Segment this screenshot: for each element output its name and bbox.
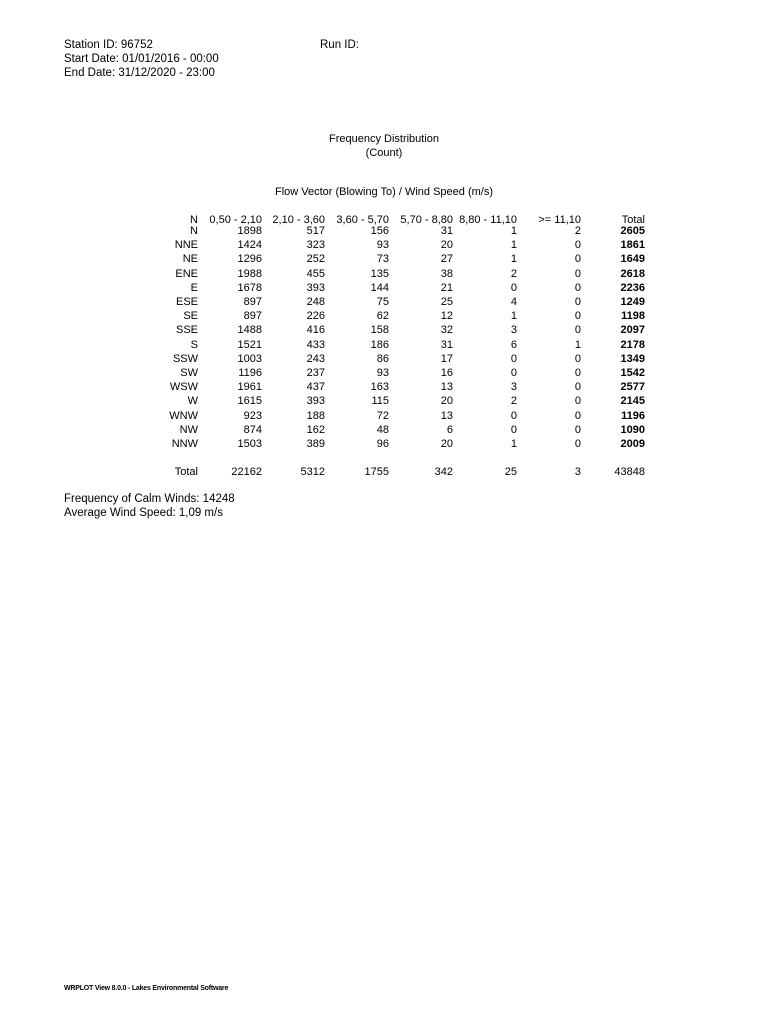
table-cell: 1	[574, 338, 581, 351]
row-direction: SSE	[175, 324, 198, 337]
table-cell: 1521	[237, 338, 262, 351]
table-cell: 48	[376, 423, 389, 436]
table-cell: 32	[440, 324, 453, 337]
table-cell: 31	[440, 338, 453, 351]
end-date: End Date: 31/12/2020 - 23:00	[64, 67, 215, 79]
table-cell: 25	[440, 296, 453, 308]
grand-total: 43848	[614, 466, 645, 478]
table-cell: 158	[370, 324, 389, 337]
table-cell: 162	[306, 423, 325, 436]
table-cell: 0	[510, 367, 517, 379]
row-total: 2577	[620, 381, 645, 394]
row-direction: WSW	[169, 381, 198, 394]
table-cell: 323	[306, 239, 325, 252]
station-id: Station ID: 96752	[64, 39, 153, 51]
table-cell: 96	[376, 438, 389, 450]
direction-header: N	[190, 214, 198, 226]
row-direction: SSW	[172, 352, 198, 365]
row-direction: SE	[183, 310, 198, 323]
table-cell: 0	[574, 409, 581, 422]
table-cell: 226	[306, 310, 325, 323]
table-cell: 0	[574, 381, 581, 394]
table-cell: 874	[243, 423, 262, 436]
table-cell: 455	[306, 267, 325, 280]
row-total: 1542	[620, 367, 645, 379]
table-cell: 0	[510, 409, 517, 422]
table-cell: 393	[306, 395, 325, 408]
column-total: 5312	[300, 466, 325, 478]
column-total: 22162	[231, 466, 262, 478]
table-cell: 897	[243, 296, 262, 308]
row-total: 2605	[620, 225, 645, 237]
table-cell: 1196	[238, 367, 262, 379]
column-total: 25	[504, 466, 517, 478]
table-cell: 20	[440, 239, 453, 252]
row-total: 1249	[620, 296, 645, 308]
table-cell: 13	[440, 409, 453, 422]
table-subtitle: Flow Vector (Blowing To) / Wind Speed (m/s)	[274, 186, 494, 198]
row-direction: WNW	[169, 409, 198, 422]
calm-winds: Frequency of Calm Winds: 14248	[64, 493, 235, 505]
row-total: 1090	[620, 423, 645, 436]
table-cell: 1488	[237, 324, 262, 337]
table-cell: 248	[306, 296, 325, 308]
table-cell: 6	[446, 423, 453, 436]
row-direction: NW	[179, 423, 198, 436]
column-total: 342	[434, 466, 453, 478]
row-total: 2236	[620, 281, 645, 294]
table-cell: 1961	[237, 381, 262, 394]
row-direction: NE	[182, 253, 198, 266]
row-direction: NNE	[174, 239, 198, 252]
row-direction: SW	[180, 367, 198, 379]
table-cell: 13	[440, 381, 453, 394]
table-cell: 93	[376, 239, 389, 252]
table-cell: 1424	[237, 239, 262, 252]
table-cell: 17	[440, 352, 453, 365]
table-cell: 144	[370, 281, 389, 294]
table-cell: 73	[376, 253, 389, 266]
table-cell: 1003	[237, 352, 262, 365]
run-id: Run ID:	[320, 39, 359, 51]
row-total: 1196	[621, 409, 645, 422]
column-header: >= 11,10	[538, 214, 581, 226]
table-cell: 75	[376, 296, 389, 308]
row-direction: S	[190, 338, 198, 351]
table-cell: 897	[243, 310, 262, 323]
table-cell: 72	[376, 409, 389, 422]
table-cell: 0	[574, 367, 581, 379]
table-cell: 0	[574, 423, 581, 436]
column-header: 2,10 - 3,60	[272, 214, 325, 226]
table-cell: 437	[306, 381, 325, 394]
table-cell: 16	[440, 367, 453, 379]
table-cell: 115	[371, 395, 389, 408]
row-total: 1861	[620, 239, 645, 252]
table-cell: 0	[574, 281, 581, 294]
row-total: 2097	[620, 324, 645, 337]
column-header: Total	[621, 214, 645, 226]
table-cell: 86	[376, 352, 389, 365]
table-cell: 31	[440, 225, 453, 237]
row-total: 2145	[620, 395, 645, 408]
row-direction: N	[190, 225, 198, 237]
column-header: 0,50 - 2,10	[209, 214, 262, 226]
table-cell: 0	[574, 324, 581, 337]
table-cell: 0	[574, 253, 581, 266]
table-cell: 393	[306, 281, 325, 294]
table-cell: 2	[510, 395, 517, 408]
column-header: 5,70 - 8,80	[400, 214, 453, 226]
table-cell: 1	[510, 239, 517, 252]
row-direction: W	[187, 395, 198, 408]
table-cell: 62	[376, 310, 389, 323]
table-cell: 0	[574, 267, 581, 280]
table-cell: 0	[574, 395, 581, 408]
table-cell: 1615	[237, 395, 262, 408]
table-cell: 389	[306, 438, 325, 450]
table-cell: 1898	[237, 225, 262, 237]
table-cell: 517	[306, 225, 325, 237]
table-cell: 2	[574, 225, 581, 237]
table-cell: 0	[510, 352, 517, 365]
table-cell: 0	[574, 296, 581, 308]
table-cell: 0	[510, 423, 517, 436]
column-total: 1755	[364, 466, 389, 478]
row-total: 2178	[620, 338, 645, 351]
table-cell: 1	[510, 225, 517, 237]
table-cell: 38	[440, 267, 453, 280]
row-total: 2009	[620, 438, 645, 450]
totals-label: Total	[174, 466, 198, 478]
report-unit: (Count)	[365, 147, 403, 159]
table-cell: 237	[306, 367, 325, 379]
row-direction: ENE	[175, 267, 198, 280]
table-cell: 4	[510, 296, 517, 308]
row-total: 1649	[620, 253, 645, 266]
table-cell: 93	[376, 367, 389, 379]
row-direction: NNW	[171, 438, 198, 450]
table-cell: 1503	[237, 438, 262, 450]
row-total: 2618	[620, 267, 645, 280]
row-total: 1198	[621, 310, 645, 323]
software-footer: WRPLOT View 8.0.0 - Lakes Environmental Software	[64, 985, 229, 992]
table-cell: 1	[510, 310, 517, 323]
table-cell: 923	[243, 409, 262, 422]
average-wind-speed: Average Wind Speed: 1,09 m/s	[64, 507, 223, 519]
table-cell: 20	[440, 438, 453, 450]
table-cell: 3	[510, 381, 517, 394]
table-cell: 0	[574, 310, 581, 323]
table-cell: 6	[510, 338, 517, 351]
table-cell: 0	[574, 239, 581, 252]
table-cell: 163	[370, 381, 389, 394]
table-cell: 188	[306, 409, 325, 422]
row-total: 1349	[620, 352, 645, 365]
table-cell: 1296	[237, 253, 262, 266]
table-cell: 2	[510, 267, 517, 280]
table-cell: 12	[440, 310, 453, 323]
column-header: 8,80 - 11,10	[459, 214, 517, 226]
table-cell: 27	[440, 253, 453, 266]
table-cell: 3	[510, 324, 517, 337]
table-cell: 0	[574, 352, 581, 365]
report-title: Frequency Distribution	[328, 133, 440, 145]
table-cell: 0	[510, 281, 517, 294]
table-cell: 252	[306, 253, 325, 266]
table-cell: 0	[574, 438, 581, 450]
table-cell: 1	[510, 253, 517, 266]
table-cell: 135	[370, 267, 389, 280]
table-cell: 1678	[237, 281, 262, 294]
row-direction: ESE	[175, 296, 198, 308]
table-cell: 416	[306, 324, 325, 337]
table-cell: 243	[306, 352, 325, 365]
start-date: Start Date: 01/01/2016 - 00:00	[64, 53, 219, 65]
table-cell: 186	[370, 338, 389, 351]
table-cell: 156	[370, 225, 389, 237]
column-header: 3,60 - 5,70	[336, 214, 389, 226]
row-direction: E	[190, 281, 198, 294]
table-cell: 1988	[237, 267, 262, 280]
table-cell: 1	[510, 438, 517, 450]
table-cell: 433	[306, 338, 325, 351]
table-cell: 20	[440, 395, 453, 408]
column-total: 3	[574, 466, 581, 478]
table-cell: 21	[440, 281, 453, 294]
